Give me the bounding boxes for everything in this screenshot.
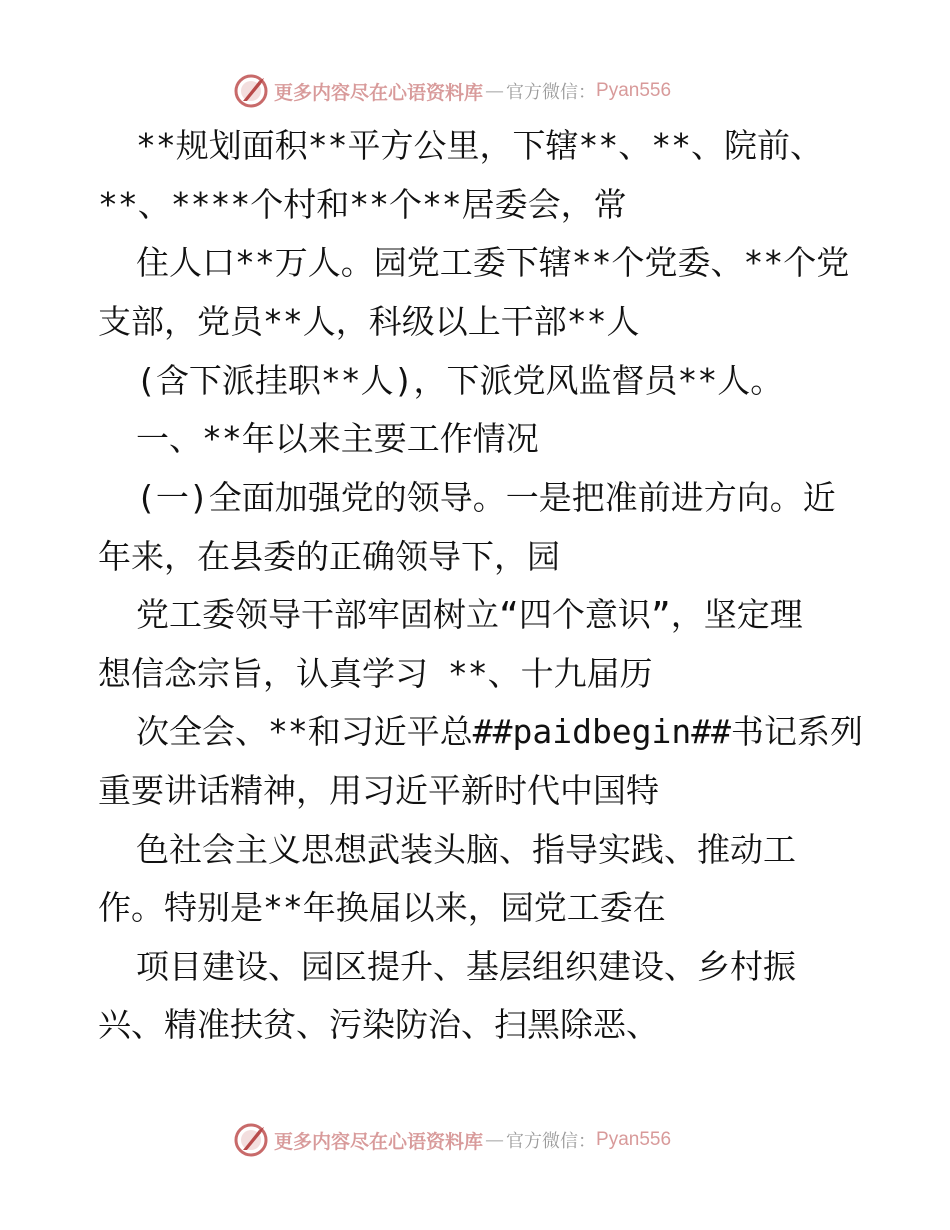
text-line: **、****个村和**个**居委会，常 [98,185,627,224]
watermark-site-text: 更多内容尽在心语资料库 [274,1130,484,1153]
watermark-dash: — [485,80,505,102]
text-line: 党工委领导干部牢固树立“四个意识”，坚定理 [136,595,803,634]
watermark-label: 官方微信： [506,82,597,103]
text-line: **规划面积**平方公里，下辖**、**、院前、 [136,126,823,165]
text-line: 重要讲话精神，用习近平新时代中国特 [98,771,659,810]
watermark-site-text: 更多内容尽在心语资料库 [274,81,484,104]
quill-logo-icon [234,1123,268,1157]
header-watermark [234,73,671,109]
text-line: 次全会、**和习近平总##paidbegin##书记系列 [136,712,864,751]
text-line: 项目建设、园区提升、基层组织建设、乡村振 [136,947,796,986]
text-line: (一)全面加强党的领导。一是把准前进方向。近 [136,478,836,517]
text-line: 想信念宗旨，认真学习 **、十九届历 [98,654,653,693]
watermark-dash: — [485,1129,505,1151]
text-line: 住人口**万人。园党工委下辖**个党委、**个党 [136,243,850,282]
section-heading: 一、**年以来主要工作情况 [136,419,539,458]
watermark-account: Pyan556 [596,80,672,101]
text-line: 兴、精准扶贫、污染防治、扫黑除恶、 [98,1005,659,1044]
text-line: 色社会主义思想武装头脑、指导实践、推动工 [136,830,796,869]
watermark-account: Pyan556 [596,1129,672,1150]
text-line: 支部，党员**人，科级以上干部**人 [98,302,640,341]
watermark-label: 官方微信： [506,1131,597,1152]
text-line: 作。特别是**年换届以来，园党工委在 [98,888,666,927]
footer-watermark [234,1122,671,1158]
text-line: (含下派挂职**人)，下派党风监督员**人。 [136,361,784,400]
quill-logo-icon [234,74,268,108]
text-line: 年来，在县委的正确领导下，园 [98,537,560,576]
